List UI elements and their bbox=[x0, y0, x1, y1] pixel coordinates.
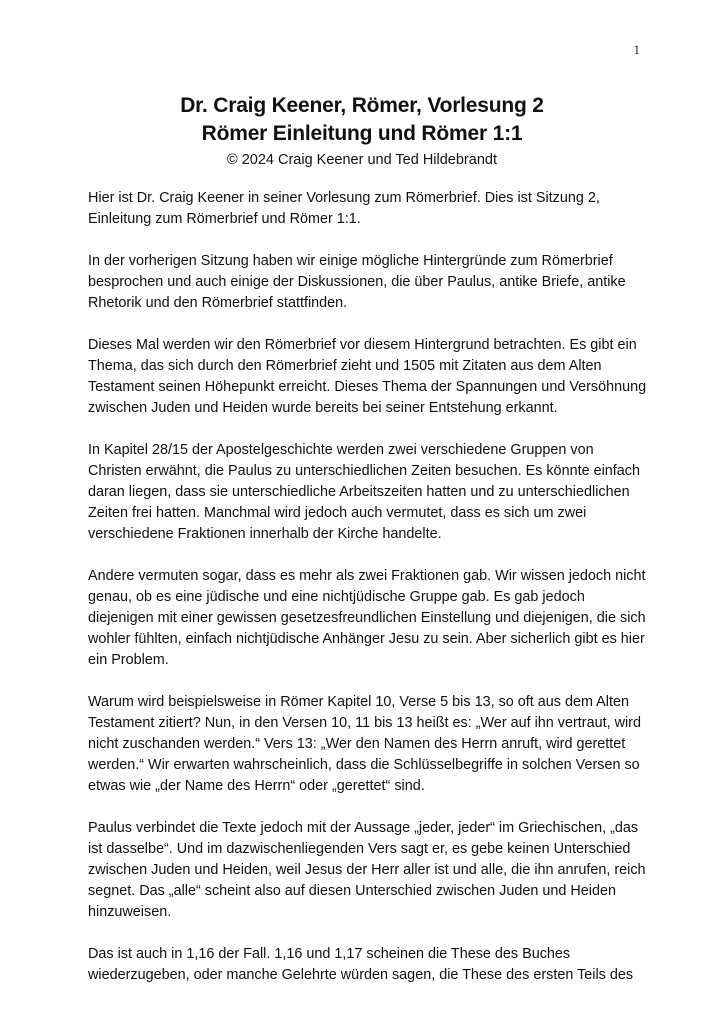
paragraph-5: Andere vermuten sogar, dass es mehr als zwei Fraktionen gab. Wir wissen jedoch nicht genau, ob es eine jüdische und eine nichtjüdische Gruppe gab. Es gab jedoch diejenigen mit einer gewissen gesetzesfreundlichen Einstellung und diejenigen, die sich wohler fühlten, einfach nichtjüdische Anhänger Jesu zu sein. Aber sicherlich gibt es hier ein Problem. bbox=[88, 568, 646, 668]
paragraph-3: Dieses Mal werden wir den Römerbrief vor diesem Hintergrund betrachten. Es gibt ein Thema, das sich durch den Römerbrief zieht und 1505 mit Zitaten aus dem Alten Testament seinen Höhepunkt erreicht. Dieses Thema der Spannungen und Versöhnung zwischen Juden und Heiden wurde bereits bei seiner Entstehung erkannt. bbox=[88, 337, 647, 416]
document-body bbox=[88, 188, 648, 1007]
document-header bbox=[0, 92, 724, 170]
document-title: Dr. Craig Keener, Römer, Vorlesung 2 bbox=[180, 94, 544, 117]
page-number: 1 bbox=[633, 42, 640, 57]
paragraph-6: Warum wird beispielsweise in Römer Kapitel 10, Verse 5 bis 13, so oft aus dem Alten Testament zitiert? Nun, in den Versen 10, 11 bis 13 heißt es: „Wer auf ihn vertraut, wird nicht zuschanden werden.“ Vers 13: „Wer den Namen des Herrn anruft, wird gerettet werden.“ Wir erwarten wahrscheinlich, dass die Schlüsselbegriffe in solchen Versen so etwas wie „der Name des Herrn“ oder „gerettet“ sind. bbox=[88, 694, 641, 794]
paragraph-4: In Kapitel 28/15 der Apostelgeschichte werden zwei verschiedene Gruppen von Christen erwähnt, die Paulus zu unterschiedlichen Zeiten besuchen. Es könnte einfach daran liegen, dass sie unterschiedliche Arbeitszeiten hatten und zu unterschiedlichen Zeiten frei hatten. Manchmal wird jedoch auch vermutet, dass es sich um zwei verschiedene Fraktionen innerhalb der Kirche handelte. bbox=[88, 442, 640, 542]
copyright-notice: © 2024 Craig Keener und Ted Hildebrandt bbox=[227, 152, 497, 168]
paragraph-8: Das ist auch in 1,16 der Fall. 1,16 und 1,17 scheinen die These des Buches wiederzugeben, oder manche Gelehrte würden sagen, die These des ersten Teils des bbox=[88, 946, 634, 983]
document-subtitle: Römer Einleitung und Römer 1:1 bbox=[201, 122, 523, 145]
paragraph-2: In der vorherigen Sitzung haben wir einige mögliche Hintergründe zum Römerbrief besprochen und auch einige der Diskussionen, die über Paulus, antike Briefe, antike Rhetorik und den Römerbrief stattfinden. bbox=[88, 253, 626, 311]
paragraph-1: Hier ist Dr. Craig Keener in seiner Vorlesung zum Römerbrief. Dies ist Sitzung 2, Einleitung zum Römerbrief und Römer 1:1. bbox=[88, 190, 600, 227]
paragraph-7: Paulus verbindet die Texte jedoch mit der Aussage „jeder, jeder“ im Griechischen, „das ist dasselbe“. Und im dazwischenliegenden Vers sagt er, es gebe keinen Unterschied zwischen Juden und Heiden, weil Jesus der Herr aller ist und alle, die ihn anrufen, reich segnet. Das „alle“ scheint also auf diesen Unterschied zwischen Juden und Heiden hinzuweisen. bbox=[88, 820, 646, 920]
